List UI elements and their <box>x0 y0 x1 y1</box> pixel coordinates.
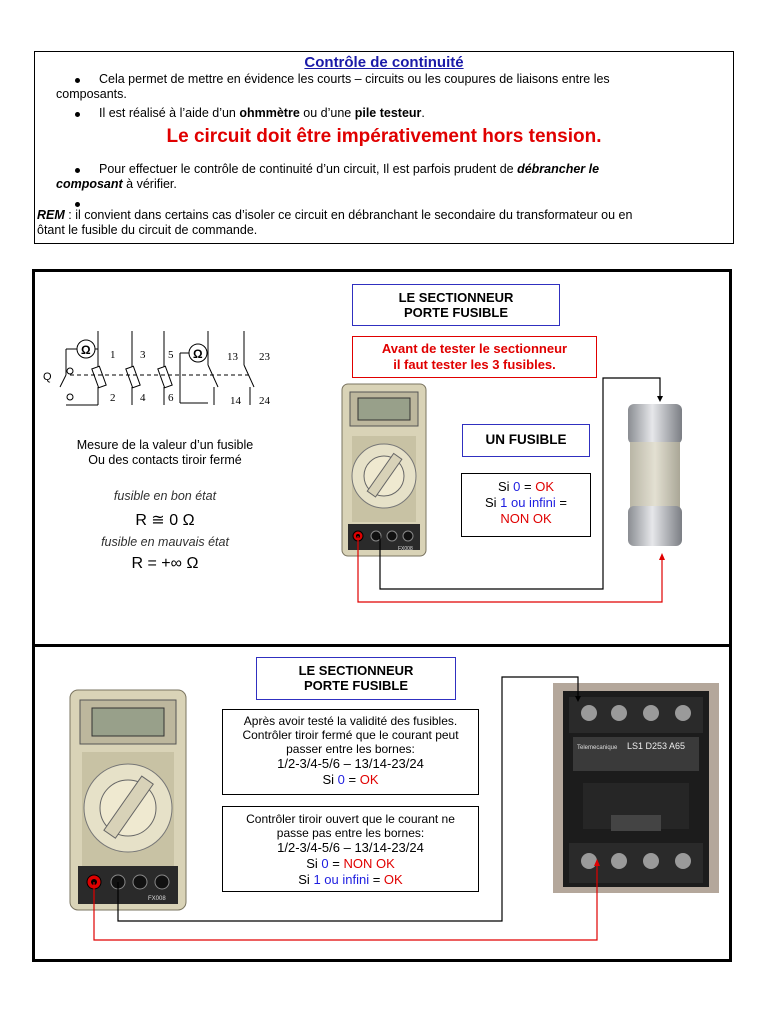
eq-text: = <box>520 479 536 494</box>
result-ok: OK <box>383 872 403 887</box>
box2-line1: Contrôler tiroir ouvert que le courant ne <box>246 812 455 826</box>
good-fuse-label: fusible en bon état <box>113 489 217 503</box>
terminal-23: 23 <box>259 351 270 363</box>
good-fuse-formula: R ≅ 0 Ω <box>135 512 195 529</box>
label-q: Q <box>43 371 52 383</box>
bad-fuse-formula: R = +∞ Ω <box>131 555 199 572</box>
measure-line1: Mesure de la valeur d’un fusible <box>76 438 254 452</box>
ohm-symbol: Ω <box>81 343 91 357</box>
bullet3-composant: composant <box>56 177 123 191</box>
note-line1: Avant de tester le sectionneur <box>381 341 568 356</box>
warning-text: Le circuit doit être impérativement hors tension. <box>166 126 602 147</box>
si-text: Si <box>306 856 322 871</box>
terminal-3: 3 <box>140 349 146 361</box>
terminal-13: 13 <box>227 351 238 363</box>
bullet2-text: Il est réalisé à l’aide d’un <box>99 106 240 120</box>
box1-line2: Contrôler tiroir fermé que le courant peut <box>242 728 459 742</box>
meter-brand: FX008 <box>148 896 166 902</box>
title-line1: LE SECTIONNEUR <box>298 663 414 678</box>
bullet2-ohmmetre: ohmmètre <box>239 106 300 120</box>
terminal-1: 1 <box>110 349 116 361</box>
result-not-ok: NON OK <box>500 511 552 526</box>
eq-text: = <box>344 772 360 787</box>
bullet3-debrancher: débrancher le <box>517 162 600 176</box>
bullet2-text: . <box>421 106 425 120</box>
meter-brand: FX008 <box>398 546 413 552</box>
eq-text: = <box>369 872 384 887</box>
terminal-24: 24 <box>259 395 270 407</box>
box2-line2: passe pas entre les bornes: <box>276 826 425 840</box>
bullet2-text: ou d’une <box>299 106 355 120</box>
bullet3-text: à vérifier. <box>122 177 177 191</box>
rem-line2: ôtant le fusible du circuit de commande. <box>37 223 258 237</box>
box1-terminals: 1/2-3/4-5/6 – 13/14-23/24 <box>277 756 424 771</box>
rem-label: REM <box>37 208 65 222</box>
eq-text: = <box>328 856 344 871</box>
si-text: Si <box>497 479 514 494</box>
result-ok: OK <box>535 479 555 494</box>
fuse-title-box: UN FUSIBLE <box>462 424 590 457</box>
bullet1-line1: Cela permet de mettre en évidence les courts – circuits ou les coupures de liaisons entre les <box>99 72 610 86</box>
terminal-2: 2 <box>110 392 116 404</box>
value-zero: 0 <box>337 772 345 787</box>
title-line2: PORTE FUSIBLE <box>403 305 508 320</box>
terminal-6: 6 <box>168 392 174 404</box>
intro-title: Contrôle de continuité <box>304 54 464 71</box>
terminal-5: 5 <box>168 349 174 361</box>
value-zero: 0 <box>321 856 329 871</box>
box2-terminals: 1/2-3/4-5/6 – 13/14-23/24 <box>277 840 424 855</box>
bullet1-line2: composants. <box>56 87 127 101</box>
si-text: Si <box>484 495 501 510</box>
eq-text: = <box>555 495 568 510</box>
ohm-symbol: Ω <box>193 347 203 361</box>
terminal-4: 4 <box>140 392 146 404</box>
si-text: Si <box>298 872 314 887</box>
terminal-14: 14 <box>230 395 241 407</box>
title-line1: LE SECTIONNEUR <box>398 290 514 305</box>
result-ok: OK <box>359 772 379 787</box>
box1-line1: Après avoir testé la validité des fusibles. <box>243 714 458 728</box>
box1-line3: passer entre les bornes: <box>286 742 415 756</box>
bullet2-pile: pile testeur <box>354 106 422 120</box>
device-reference: LS1 D253 A65 <box>627 741 686 751</box>
bad-fuse-label: fusible en mauvais état <box>101 535 229 549</box>
si-text: Si <box>322 772 338 787</box>
device-brand: Telemecanique <box>577 745 618 751</box>
title-line2: PORTE FUSIBLE <box>303 678 408 693</box>
bullet3-text: Pour effectuer le contrôle de continuité d’un circuit, Il est parfois prudent de <box>99 162 518 176</box>
result-not-ok: NON OK <box>343 856 395 871</box>
note-line2: il faut tester les 3 fusibles. <box>393 357 556 372</box>
measure-line2: Ou des contacts tiroir fermé <box>88 453 242 467</box>
rem-text: : il convient dans certains cas d’isoler ce circuit en débranchant le secondaire du transformateur ou en <box>64 208 633 222</box>
value-one-infinity: 1 ou infini <box>313 872 370 887</box>
value-zero: 0 <box>513 479 521 494</box>
value-one-infinity: 1 ou infini <box>500 495 556 510</box>
